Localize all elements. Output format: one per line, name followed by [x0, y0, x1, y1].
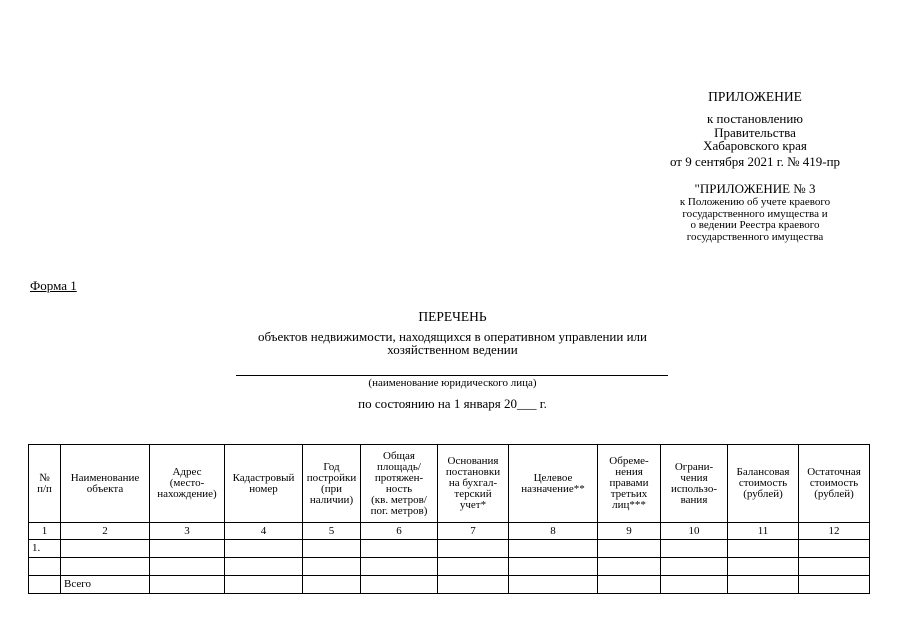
status-line: по состоянию на 1 января 20___ г.: [358, 396, 547, 411]
appendix3-reference: [600, 197, 905, 243]
table-cell: [61, 540, 150, 558]
table-cell: [303, 576, 361, 594]
column-number-row: [29, 523, 870, 540]
column-number-cell: 10: [661, 523, 728, 540]
header-cell: Кадастровый номер: [225, 445, 303, 523]
table-cell: [150, 540, 225, 558]
table-cell: [661, 558, 728, 576]
table-row: [29, 558, 870, 576]
resolution-date: от 9 сентября 2021 г. № 419-пр: [669, 154, 841, 169]
header-cell: Балансовая стоимость (рублей): [728, 445, 799, 523]
table-cell: [438, 558, 509, 576]
header-cell: Целевое назначение**: [509, 445, 598, 523]
table-cell: [728, 558, 799, 576]
document-title: ПЕРЕЧЕНЬ: [418, 309, 487, 324]
appendix3-ref-line: государственного имущества: [686, 230, 824, 243]
table-cell: [303, 558, 361, 576]
appendix3-title: "ПРИЛОЖЕНИЕ № 3: [694, 181, 816, 196]
objects-table: [28, 444, 870, 594]
column-number-cell: 9: [598, 523, 661, 540]
table-cell: [225, 576, 303, 594]
column-number-cell: 12: [799, 523, 870, 540]
table-cell: [438, 540, 509, 558]
table-cell: [29, 576, 61, 594]
table-cell: [225, 558, 303, 576]
header-row: [29, 445, 870, 523]
table-cell: [303, 540, 361, 558]
table-cell: [438, 576, 509, 594]
subtitle-line: хозяйственном ведении: [387, 342, 518, 357]
resolution-line: Хабаровского края: [703, 138, 807, 154]
table-cell: [799, 576, 870, 594]
table-cell: [361, 540, 438, 558]
table-cell: [598, 558, 661, 576]
table-cell: [598, 576, 661, 594]
document-subtitle: [180, 330, 725, 356]
table-cell: [150, 576, 225, 594]
table-cell: [799, 540, 870, 558]
appendix3-ref-line: государственного имущества и: [682, 207, 828, 220]
table-cell: [661, 540, 728, 558]
resolution-reference: [600, 112, 905, 153]
column-number-cell: 8: [509, 523, 598, 540]
table-cell: [799, 558, 870, 576]
form-label: Форма 1: [30, 278, 77, 293]
header-cell: Остаточная стоимость (рублей): [799, 445, 870, 523]
table-cell: [225, 540, 303, 558]
table-cell: [598, 540, 661, 558]
header-cell: Общая площадь/ протяжен- ность (кв. метров/ пог. метров): [361, 445, 438, 523]
table-cell: [728, 576, 799, 594]
column-number-cell: 4: [225, 523, 303, 540]
total-label: Всего: [61, 576, 150, 594]
table-cell: [509, 558, 598, 576]
header-cell: Год постройки (при наличии): [303, 445, 361, 523]
column-number-cell: 11: [728, 523, 799, 540]
table-cell: [509, 540, 598, 558]
header-cell: Адрес (место- нахождение): [150, 445, 225, 523]
header-cell: Ограни- чения использо- вания: [661, 445, 728, 523]
table-cell: [661, 576, 728, 594]
column-number-cell: 5: [303, 523, 361, 540]
resolution-line: Правительства: [714, 124, 796, 140]
table-cell: [728, 540, 799, 558]
appendix-title: ПРИЛОЖЕНИЕ: [708, 89, 802, 104]
subtitle-line: объектов недвижимости, находящихся в оперативном управлении или: [257, 329, 648, 344]
header-cell: № п/п: [29, 445, 61, 523]
table-cell: [361, 576, 438, 594]
column-number-cell: 6: [361, 523, 438, 540]
table-row: [29, 540, 870, 558]
resolution-line: к постановлению: [706, 111, 804, 126]
appendix3-ref-line: о ведении Реестра краевого: [690, 219, 820, 232]
entity-caption: (наименование юридического лица): [368, 377, 537, 389]
entity-name-line: [236, 375, 668, 376]
header-cell: Обреме- нения правами третьих лиц***: [598, 445, 661, 523]
appendix3-ref-line: к Положению об учете краевого: [679, 196, 831, 208]
table-cell: 1.: [29, 540, 61, 558]
table-cell: [29, 558, 61, 576]
header-cell: Наименование объекта: [61, 445, 150, 523]
column-number-cell: 1: [29, 523, 61, 540]
header-cell: Основания постановки на бухгал- терский учет*: [438, 445, 509, 523]
table-cell: [61, 558, 150, 576]
table-cell: [509, 576, 598, 594]
column-number-cell: 3: [150, 523, 225, 540]
column-number-cell: 2: [61, 523, 150, 540]
table-cell: [150, 558, 225, 576]
table-cell: [361, 558, 438, 576]
total-row: [29, 576, 870, 594]
column-number-cell: 7: [438, 523, 509, 540]
